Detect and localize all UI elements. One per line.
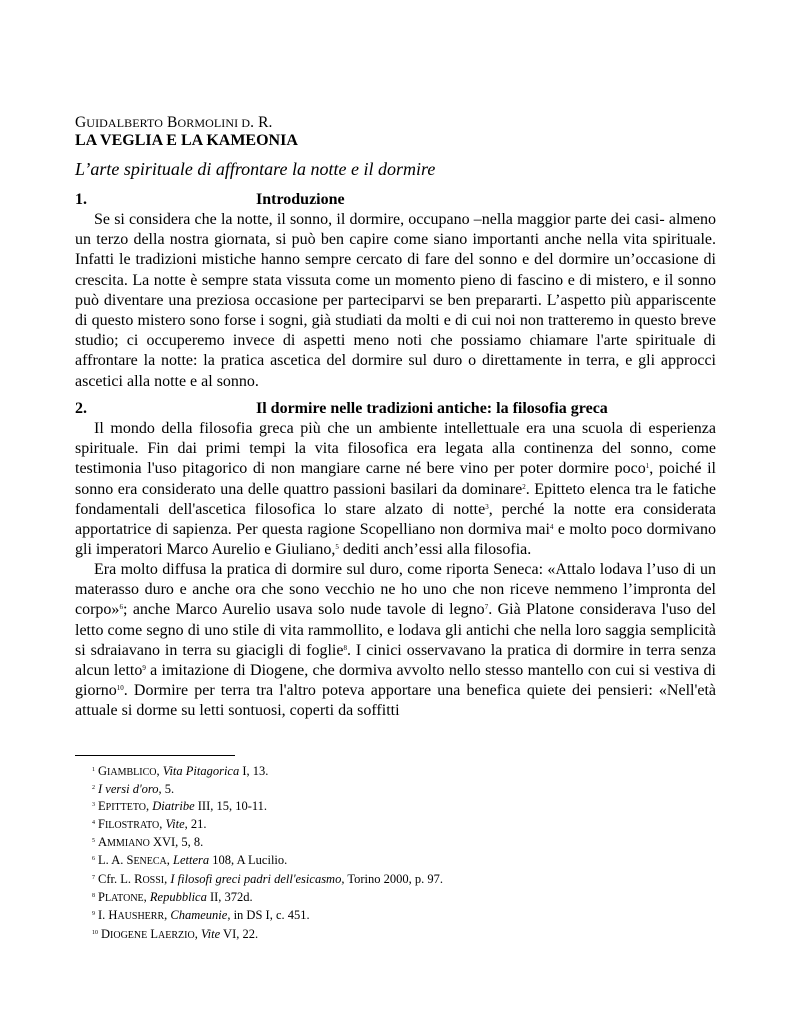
section-title: Introduzione: [256, 191, 345, 208]
footnote-ref: 2: [522, 482, 526, 491]
footnote-ref: 4: [549, 523, 554, 532]
section-1-heading: [75, 191, 716, 211]
footnote-ref: 5: [335, 543, 339, 552]
footnote-ref: 1: [645, 462, 650, 471]
section-number: 1.: [75, 191, 87, 208]
footnote: $^5$ AMMIANO XVI, 5, 8.: [92, 835, 204, 850]
section-1-paragraph: Se si considera che la notte, il sonno, il dormire, occupano –nella maggior parte dei casi- almeno un terzo della nostra giornata, si può ben capire come siano importanti anche nella vita spirituale. Infatti le tradizioni mistiche hanno sempre cercato di fare del sonno e del dormire un’occasione di crescita. La notte è sempre stata vissuta come un momento pieno di fascino e di mistero, e il sonno può diventare una preziosa occasione per parteciparvi se ben prepararti. L’aspetto più appariscente di questo mistero sono forse i sogni, già studiati da molti e di cui noi non tratteremo in questo breve studio; ci occuperemo invece di aspetti meno noti che possiamo chiamare l'arte spirituale di affrontare la notte: la pratica ascetica del dormire sul duro o direttamente in terra, e gli approcci ascetici alla notte e al sonno.: [75, 211, 716, 390]
document-title: LA VEGLIA E LA KAMEONIA: [75, 132, 298, 149]
footnote: $^9$ I. HAUSHERR, Chameunie, in DS I, c. 451.: [92, 908, 310, 923]
author-line: GUIDALBERTO BORMOLINI D. R.: [75, 114, 273, 131]
footnote: $^7$ Cfr. L. ROSSI, I filosofi greci padri dell'esicasmo, Torino 2000, p. 97.: [92, 871, 444, 886]
section-2-heading: [75, 400, 716, 420]
footnote: $^{10}$ DIOGENE LAERZIO, Vite VI, 22.: [92, 926, 259, 941]
footnote: $^8$ PLATONE, Repubblica II, 372d.: [92, 890, 253, 905]
section-2-paragraph-2: Era molto diffusa la pratica di dormire sul duro, come riporta Seneca: «Attalo lodava l’uso di un materasso duro e anche ora che sono vecchio ne ho uno che non riceve nemmeno l’impronta del corpo»$^6$; anche Marco Aurelio usava solo nude tavole di legno$^7$. Già Platone considerava l'uso del letto come segno di uno stile di vita rammollito, e lodava gli antichi che nella loro saggia semplicità si sdraiavano in terra su giacigli di foglie$^8$. I cinici osservavano la pratica di dormire in terra senza alcun letto$^9$ a imitazione di Diogene, che dormiva avvolto nello stesso mantello con cui si vestiva di giorno$^{10}$. Dormire per terra tra l'altro poteva apportare una benefica quiete dei pensieri: «Nell'età attuale si dorme su letti sontuosi, coperti da soffitti: [75, 561, 716, 720]
document-subtitle: L’arte spirituale di affrontare la notte e il dormire: [75, 159, 436, 179]
section-2-paragraph-1: Il mondo della filosofia greca più che un ambiente intellettuale era una scuola di esperienza spirituale. Fin dai primi tempi la vita filosofica era legata alla continenza del sonno, come testimonia l'uso pitagorico di non mangiare carne né bere vino per poter dormire poco$^1$, poiché il sonno era considerato una delle quattro passioni basilari da dominare$^2$. Epitteto elenca tra le fatiche fondamentali dell'ascetica filosofica lo stare alzato di notte$^3$, perché la notte era considerata apportatrice di sapienza. Per questa ragione Scopelliano non dormiva mai$^4$ e molto poco dormivano gli imperatori Marco Aurelio e Giuliano,$^5$ dediti anch’essi alla filosofia.: [75, 420, 716, 559]
footnote: $^3$ EPITTETO, Diatribe III, 15, 10-11.: [92, 798, 268, 813]
footnote-ref: 7: [484, 603, 489, 612]
footnote: $^2$ I versi d'oro, 5.: [92, 782, 175, 797]
footnote-ref: 8: [343, 643, 347, 652]
footnote: $^4$ FILOSTRATO, Vite, 21.: [92, 816, 207, 831]
footnotes: [92, 763, 443, 944]
footnote-ref: 9: [142, 664, 146, 673]
footnote-ref: 10: [116, 684, 124, 693]
footnote-separator: [75, 755, 235, 756]
footnote: $^6$ L. A. SENECA, Lettera 108, A Lucilio.: [92, 853, 288, 868]
section-title: Il dormire nelle tradizioni antiche: la filosofia greca: [256, 400, 608, 417]
footnote-ref: 3: [485, 502, 489, 511]
section-number: 2.: [75, 400, 87, 417]
footnote-ref: 6: [119, 603, 123, 612]
footnote: $^1$ GIAMBLICO, Vita Pitagorica I, 13.: [92, 764, 269, 778]
